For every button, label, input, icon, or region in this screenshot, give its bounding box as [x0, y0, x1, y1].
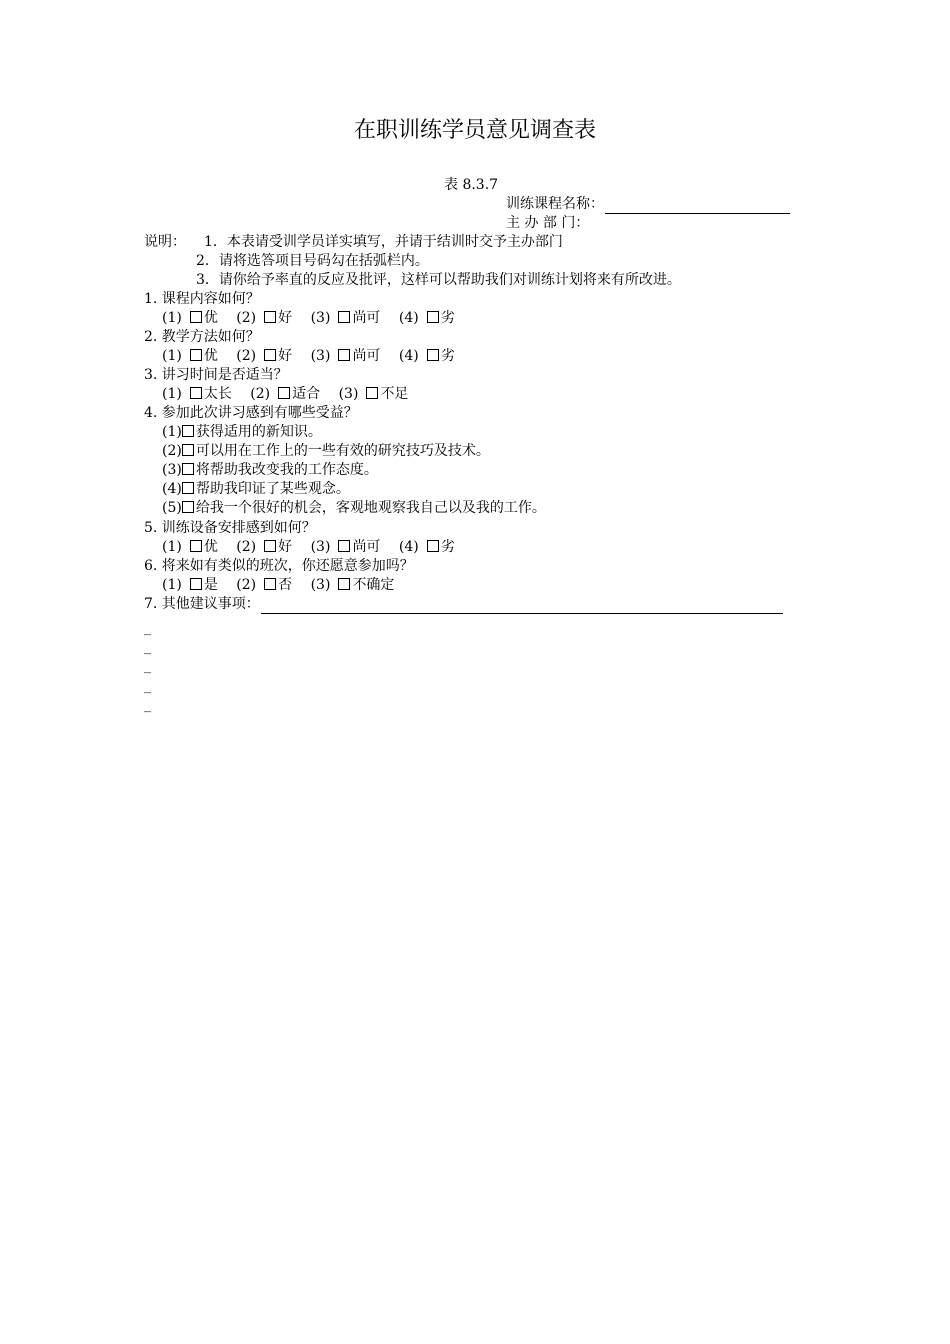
option[interactable]: (2) 否 [236, 577, 293, 593]
option[interactable]: (1) 是 [162, 577, 218, 593]
option[interactable]: (2) 好 [236, 310, 293, 326]
suggestions-field[interactable] [261, 598, 783, 614]
course-name-row [506, 195, 790, 214]
option[interactable]: (4) 劣 [398, 348, 455, 364]
checkbox[interactable] [190, 387, 202, 399]
list-item[interactable]: (5) 给我一个很好的机会，客观地观察我自己以及我的工作。 [162, 500, 546, 516]
question-7-row [144, 595, 783, 614]
option[interactable]: (1) 优 [162, 539, 218, 555]
option[interactable]: (2) 适合 [250, 386, 321, 402]
question-7: 7. 其他建议事项： [144, 596, 260, 612]
blank-line-mark: _ [144, 697, 151, 713]
blank-line-mark: _ [144, 639, 151, 655]
note-item: 2．请将选答项目号码勾在括弧栏内。 [196, 253, 429, 269]
option[interactable]: (2) 好 [236, 539, 293, 555]
question-3: 3. 讲习时间是否适当？ [144, 367, 288, 383]
checkbox[interactable] [190, 349, 202, 361]
question-3-options [162, 385, 422, 404]
checkbox[interactable] [338, 578, 350, 590]
dept-label: 主 办 部 门： [506, 215, 590, 231]
option[interactable]: (3) 不足 [338, 386, 409, 402]
checkbox[interactable] [338, 349, 350, 361]
checkbox[interactable] [264, 540, 276, 552]
question-5: 5. 训练设备安排感到如何？ [144, 520, 316, 536]
checkbox[interactable] [278, 387, 290, 399]
list-item[interactable]: (1) 获得适用的新知识。 [162, 424, 322, 440]
question-6-options [162, 576, 408, 595]
checkbox[interactable] [190, 540, 202, 552]
note-item: 1．本表请受训学员详实填写，并请于结训时交予主办部门 [204, 234, 563, 250]
list-item[interactable]: (2) 可以用在工作上的一些有效的研究技巧及技术。 [162, 443, 490, 459]
checkbox[interactable] [264, 311, 276, 323]
checkbox[interactable] [190, 311, 202, 323]
checkbox[interactable] [264, 578, 276, 590]
question-2-options [162, 347, 469, 366]
checkbox[interactable] [366, 387, 378, 399]
checkbox[interactable] [182, 444, 194, 456]
option[interactable]: (3) 尚可 [310, 539, 381, 555]
notes-row-1 [144, 233, 563, 252]
checkbox[interactable] [190, 578, 202, 590]
checkbox[interactable] [427, 311, 439, 323]
option[interactable]: (4) 劣 [398, 310, 455, 326]
blank-line-mark: _ [144, 620, 151, 636]
table-number: 表 8.3.7 [444, 177, 499, 193]
option[interactable]: (3) 尚可 [310, 348, 381, 364]
question-2: 2. 教学方法如何？ [144, 329, 260, 345]
list-item[interactable]: (3) 将帮助我改变我的工作态度。 [162, 462, 378, 478]
option[interactable]: (1) 优 [162, 348, 218, 364]
checkbox[interactable] [182, 463, 194, 475]
checkbox[interactable] [182, 425, 194, 437]
list-item[interactable]: (4) 帮助我印证了某些观念。 [162, 481, 350, 497]
checkbox[interactable] [338, 311, 350, 323]
course-name-field[interactable] [605, 198, 790, 214]
option[interactable]: (3) 尚可 [310, 310, 381, 326]
checkbox[interactable] [182, 501, 194, 513]
blank-line-mark: _ [144, 678, 151, 694]
checkbox[interactable] [427, 540, 439, 552]
question-4: 4. 参加此次讲习感到有哪些受益？ [144, 405, 358, 421]
note-item: 3．请你给予率直的反应及批评，这样可以帮助我们对训练计划将来有所改进。 [196, 272, 681, 288]
form-title: 在职训练学员意见调查表 [353, 118, 596, 143]
question-6: 6. 将来如有类似的班次，你还愿意参加吗？ [144, 558, 414, 574]
question-5-options [162, 538, 469, 557]
question-1: 1. 课程内容如何？ [144, 291, 260, 307]
question-1-options [162, 309, 469, 328]
option[interactable]: (4) 劣 [398, 539, 455, 555]
blank-line-mark: _ [144, 658, 151, 674]
checkbox[interactable] [264, 349, 276, 361]
course-name-label: 训练课程名称： [506, 196, 604, 212]
option[interactable]: (3) 不确定 [310, 577, 395, 593]
notes-label: 说明： [144, 234, 186, 250]
checkbox[interactable] [338, 540, 350, 552]
dept-row [506, 214, 589, 233]
option[interactable]: (1) 优 [162, 310, 218, 326]
checkbox[interactable] [427, 349, 439, 361]
checkbox[interactable] [182, 482, 194, 494]
option[interactable]: (2) 好 [236, 348, 293, 364]
option[interactable]: (1) 太长 [162, 386, 232, 402]
